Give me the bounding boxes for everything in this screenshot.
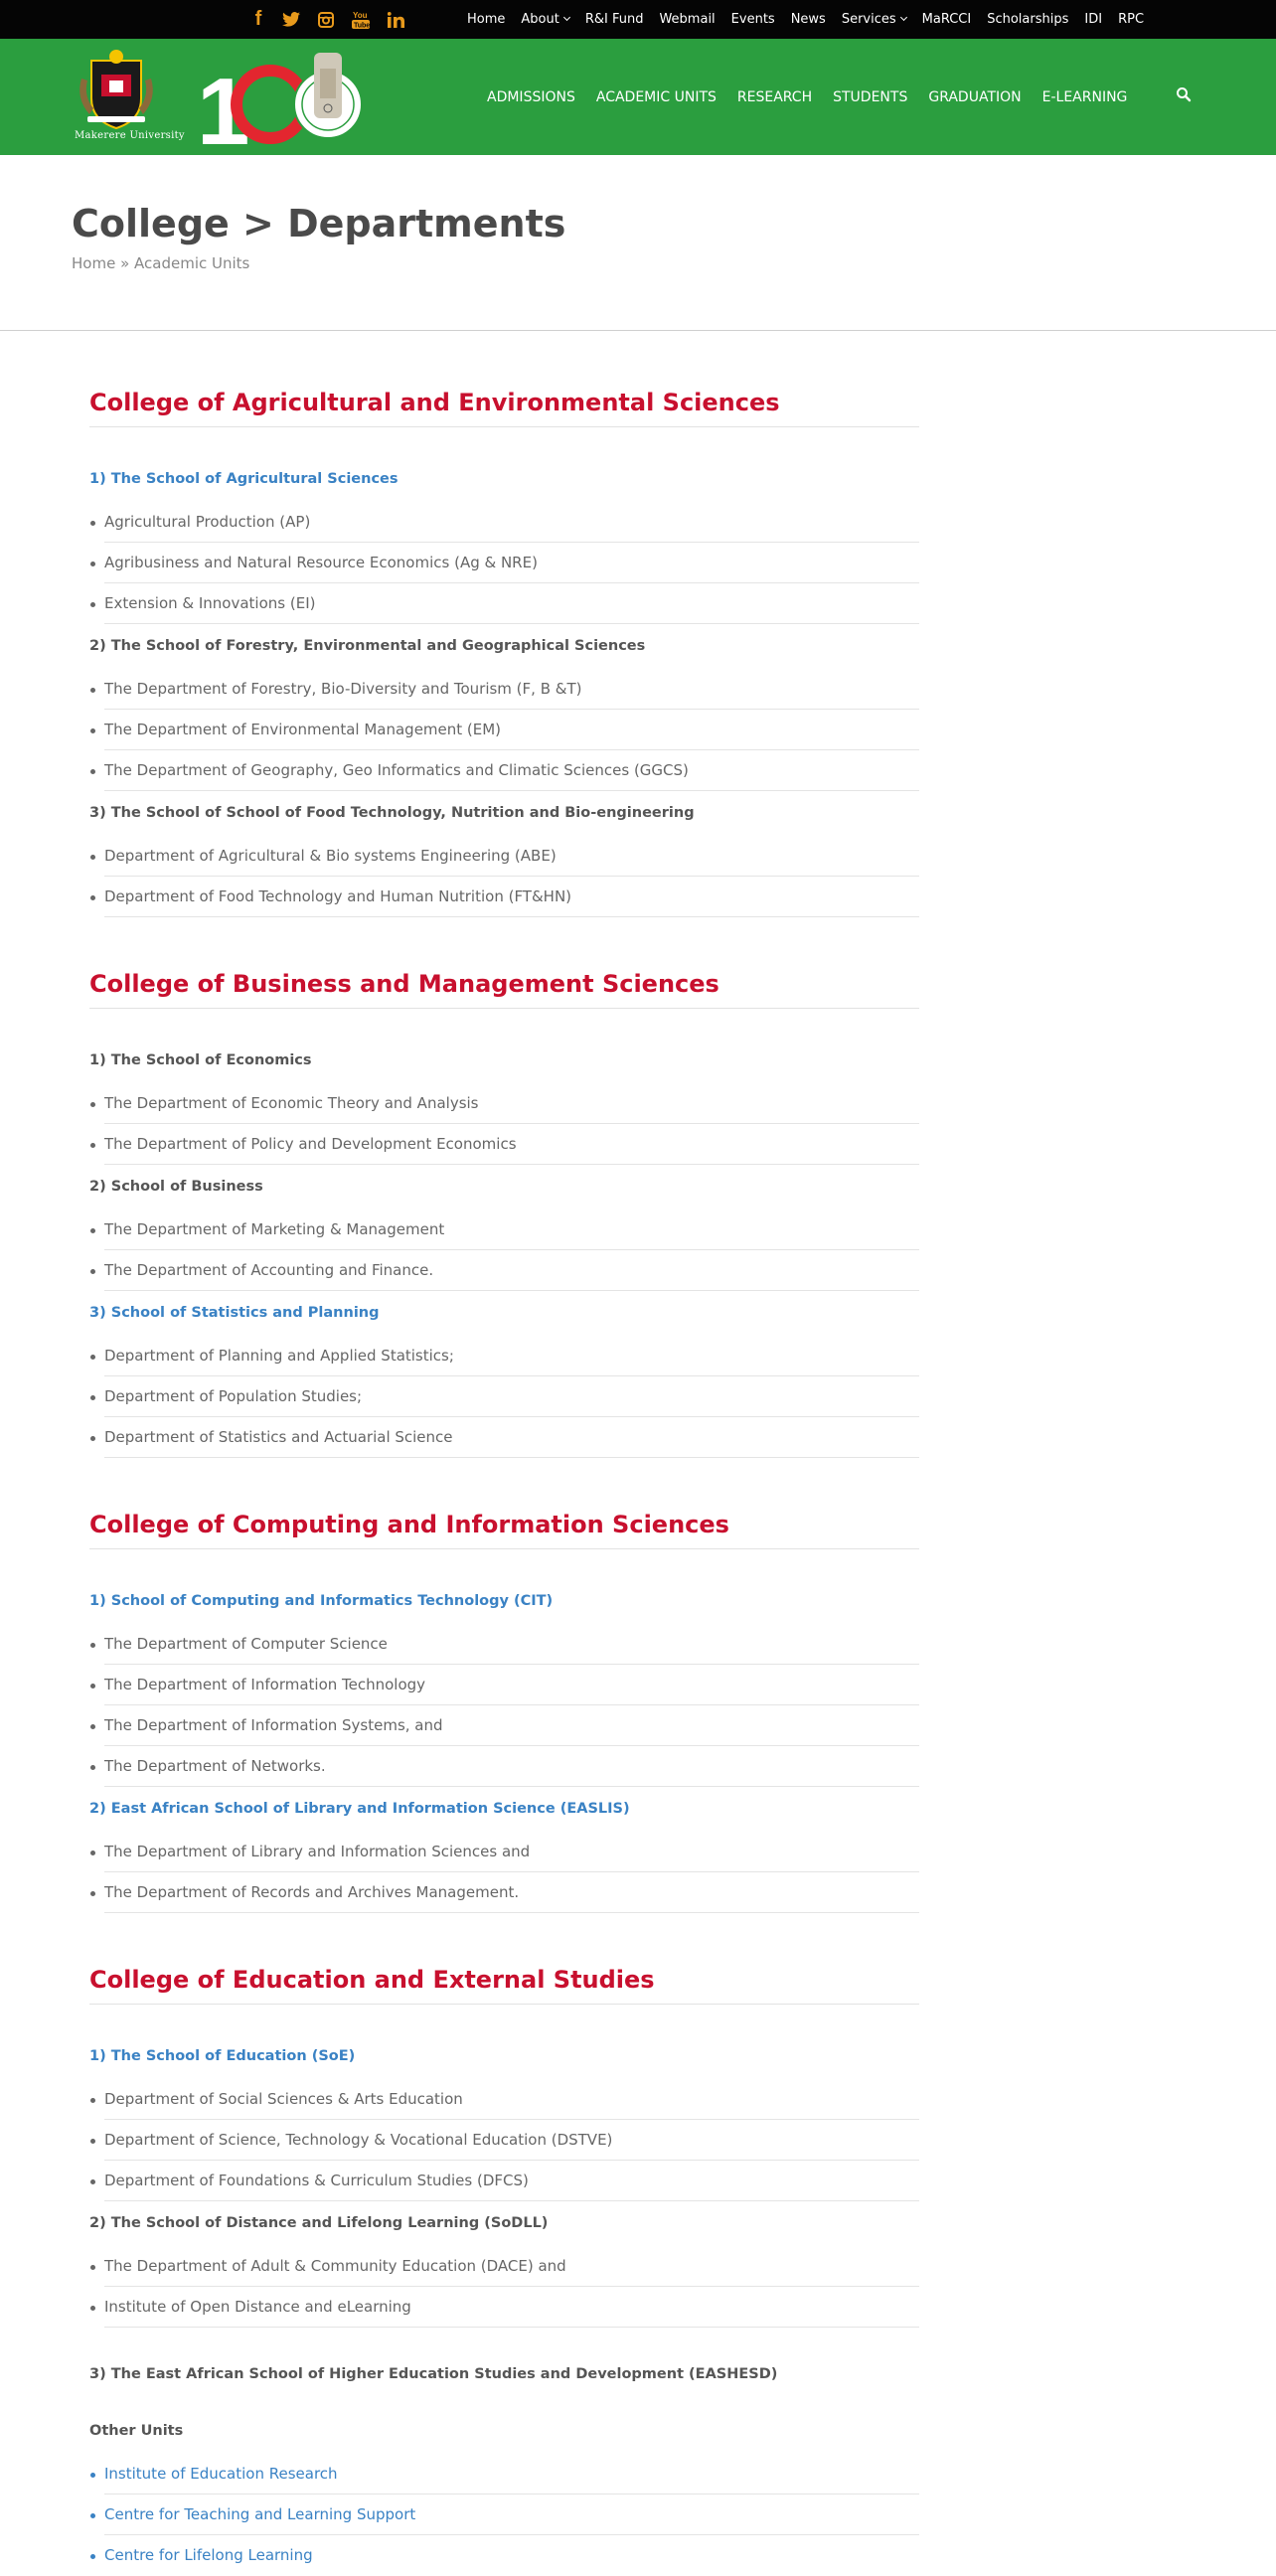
bullet: [90, 1269, 95, 1274]
list-item: The Department of Computer Science: [104, 1624, 919, 1665]
top-link-scholarships[interactable]: Scholarships: [987, 12, 1069, 27]
list-item: Department of Science, Technology & Vocational Education (DSTVE): [104, 2120, 919, 2161]
college-heading: College of Education and External Studies: [89, 1960, 919, 2005]
list-item: Institute of Open Distance and eLearning: [104, 2287, 919, 2328]
bullet: [90, 1436, 95, 1441]
bullet: [90, 602, 95, 607]
list-item: Extension & Innovations (EI): [104, 583, 919, 624]
bullet: [90, 562, 95, 566]
top-link-rpc[interactable]: RPC: [1118, 12, 1145, 27]
school-heading: 2) The School of Distance and Lifelong Learning (SoDLL): [89, 2215, 549, 2231]
bullet: [90, 1143, 95, 1148]
list-item: Department of Statistics and Actuarial Science: [104, 1417, 919, 1458]
school-link[interactable]: 3) School of Statistics and Planning: [89, 1305, 380, 1321]
search-icon[interactable]: [1176, 86, 1194, 104]
svg-text:1: 1: [197, 59, 250, 155]
list-item: The Department of Library and Information Sciences and: [104, 1832, 919, 1872]
list-item: The Department of Policy and Development Economics: [104, 1124, 919, 1165]
bullet: [90, 1102, 95, 1107]
bullet: [90, 2139, 95, 2144]
site-logo[interactable]: [72, 39, 370, 155]
social-links: [252, 0, 422, 39]
instagram-icon[interactable]: [318, 10, 334, 30]
school-heading: 3) The School of School of Food Technology, Nutrition and Bio-engineering: [89, 805, 695, 821]
school-link[interactable]: 1) School of Computing and Informatics Technology (CIT): [89, 1593, 554, 1609]
college-heading: College of Agricultural and Environmental Sciences: [89, 383, 919, 427]
youtube-icon[interactable]: [352, 10, 370, 30]
other-units-heading: Other Units: [89, 2423, 184, 2439]
breadcrumb: [72, 254, 249, 272]
top-link-services[interactable]: [842, 12, 906, 27]
chevron-down-icon: [563, 14, 570, 21]
list-item: The Department of Adult & Community Education (DACE) and: [104, 2246, 919, 2287]
college-heading: College of Computing and Information Sciences: [89, 1505, 919, 1549]
bullet: [90, 1228, 95, 1233]
school-heading: 1) The School of Economics: [89, 1052, 312, 1068]
breadcrumb-home[interactable]: Home: [72, 254, 116, 272]
bullet: [90, 521, 95, 526]
bullet: [90, 2513, 95, 2518]
page-title: College > Departments: [72, 202, 566, 245]
list-item: The Department of Accounting and Finance.: [104, 1250, 919, 1291]
main-header: [0, 39, 1276, 155]
top-link-home[interactable]: Home: [467, 12, 506, 27]
list-item-link[interactable]: Centre for Teaching and Learning Support: [104, 2495, 919, 2535]
list-item: Department of Agricultural & Bio systems Engineering (ABE): [104, 836, 919, 877]
linkedin-icon[interactable]: [388, 10, 404, 30]
bullet: [90, 688, 95, 693]
bullet: [90, 2473, 95, 2478]
top-link-events[interactable]: Events: [730, 12, 775, 27]
list-item: Department of Planning and Applied Statistics;: [104, 1336, 919, 1376]
bullet: [90, 1684, 95, 1689]
school-link[interactable]: 2) East African School of Library and Information Science (EASLIS): [89, 1801, 630, 1817]
list-item: The Department of Economic Theory and Analysis: [104, 1083, 919, 1124]
nav-academic-units[interactable]: ACADEMIC UNITS: [595, 88, 717, 105]
bullet: [90, 1643, 95, 1648]
breadcrumb-current: Academic Units: [134, 254, 250, 272]
list-item: Department of Food Technology and Human Nutrition (FT&HN): [104, 877, 919, 917]
school-link[interactable]: 1) The School of Agricultural Sciences: [89, 471, 399, 487]
top-link-news[interactable]: News: [790, 12, 826, 27]
svg-text:You: You: [353, 10, 368, 20]
school-link[interactable]: 1) The School of Education (SoE): [89, 2048, 356, 2064]
bullet: [90, 2179, 95, 2184]
school-heading: 2) The School of Forestry, Environmental and Geographical Sciences: [89, 638, 646, 654]
nav-students[interactable]: STUDENTS: [833, 88, 908, 105]
top-link-about[interactable]: [521, 12, 568, 27]
bullet: [90, 1765, 95, 1770]
list-item: The Department of Geography, Geo Informatics and Climatic Sciences (GGCS): [104, 750, 919, 791]
list-item: The Department of Networks.: [104, 1746, 919, 1787]
list-item: The Department of Marketing & Management: [104, 1209, 919, 1250]
bullet: [90, 1395, 95, 1400]
top-link-idi[interactable]: IDI: [1084, 12, 1103, 27]
top-link-ri-fund[interactable]: R&I Fund: [584, 12, 644, 27]
breadcrumb-separator: »: [115, 254, 135, 272]
bullet: [90, 895, 95, 900]
list-item: Department of Foundations & Curriculum Studies (DFCS): [104, 2161, 919, 2201]
bullet: [90, 2098, 95, 2103]
top-link-about-label: About: [521, 12, 559, 27]
list-item: The Department of Environmental Management (EM): [104, 710, 919, 750]
bullet: [90, 1851, 95, 1855]
list-item: The Department of Information Systems, and: [104, 1705, 919, 1746]
top-link-webmail[interactable]: Webmail: [659, 12, 716, 27]
bullet: [90, 2554, 95, 2559]
nav-graduation[interactable]: GRADUATION: [928, 88, 1022, 105]
school-heading: 2) School of Business: [89, 1179, 263, 1195]
list-item-link[interactable]: Institute of Education Research: [104, 2454, 919, 2495]
nav-admissions[interactable]: ADMISSIONS: [487, 88, 575, 105]
top-links: [467, 0, 1160, 39]
bullet: [90, 1355, 95, 1360]
bullet: [90, 2306, 95, 2311]
list-item: Department of Population Studies;: [104, 1376, 919, 1417]
college-heading: College of Business and Management Sciences: [89, 964, 919, 1009]
chevron-down-icon: [900, 14, 907, 21]
bullet: [90, 728, 95, 733]
bullet: [90, 1724, 95, 1729]
list-item: Agribusiness and Natural Resource Economics (Ag & NRE): [104, 543, 919, 583]
list-item: The Department of Information Technology: [104, 1665, 919, 1705]
list-item: Agricultural Production (AP): [104, 502, 919, 543]
svg-text:Tube: Tube: [354, 22, 370, 29]
bullet: [90, 1891, 95, 1896]
main-nav: [487, 39, 1148, 155]
list-item: The Department of Records and Archives Management.: [104, 1872, 919, 1913]
twitter-icon[interactable]: [282, 10, 300, 30]
bullet: [90, 769, 95, 774]
bullet: [90, 2265, 95, 2270]
list-item-link[interactable]: Centre for Lifelong Learning: [104, 2535, 919, 2576]
top-bar: [0, 0, 1276, 39]
top-link-marcci[interactable]: MaRCCI: [921, 12, 972, 27]
divider: [0, 330, 1276, 331]
nav-e-learning[interactable]: E-LEARNING: [1041, 88, 1128, 105]
list-item: The Department of Forestry, Bio-Diversity and Tourism (F, B &T): [104, 669, 919, 710]
bullet: [90, 855, 95, 860]
nav-research[interactable]: RESEARCH: [736, 88, 813, 105]
school-heading: 3) The East African School of Higher Education Studies and Development (EASHESD): [89, 2366, 778, 2382]
logo-caption: Makerere University: [75, 130, 185, 141]
facebook-icon[interactable]: f: [254, 8, 262, 30]
list-item: Department of Social Sciences & Arts Education: [104, 2079, 919, 2120]
top-link-services-label: Services: [841, 12, 896, 27]
